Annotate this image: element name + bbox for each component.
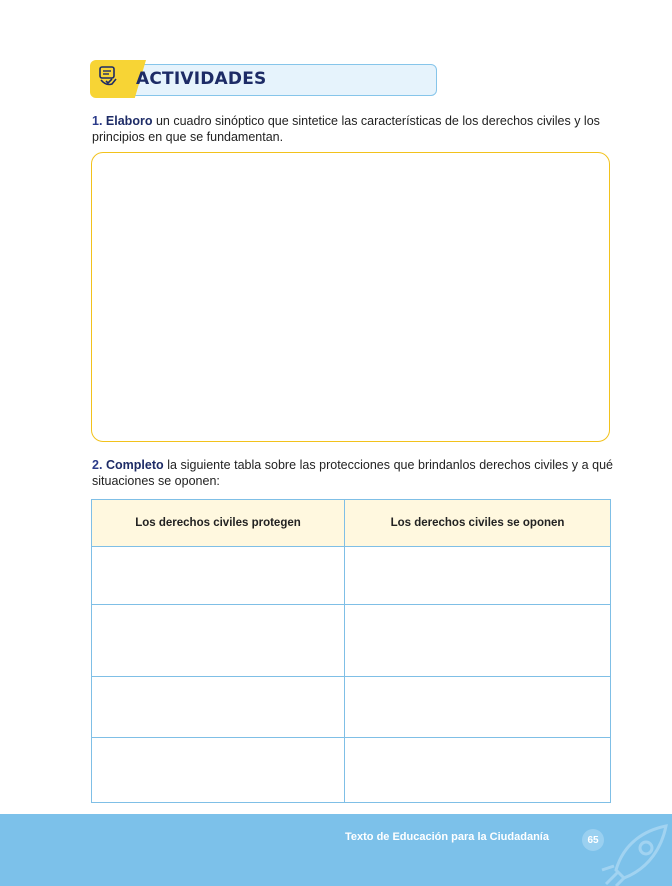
table-header-protect: Los derechos civiles protegen — [92, 500, 345, 547]
page-footer — [0, 814, 672, 886]
question-2-text: la siguiente tabla sobre las protecciones que brindanlos derechos civiles y a qué situaciones se oponen: — [92, 458, 613, 488]
synoptic-chart-answer-box[interactable] — [91, 152, 610, 442]
question-1-number: 1. — [92, 114, 103, 128]
question-1 — [92, 113, 612, 145]
table-cell-protect[interactable] — [92, 677, 345, 738]
civil-rights-table — [91, 499, 611, 803]
table-row — [92, 677, 611, 738]
table-header-row — [92, 500, 611, 547]
page-number: 65 — [582, 829, 604, 851]
table-row — [92, 547, 611, 605]
table-cell-oppose[interactable] — [345, 547, 611, 605]
checklist-hand-icon — [97, 64, 119, 88]
table-cell-oppose[interactable] — [345, 738, 611, 803]
question-1-text: un cuadro sinóptico que sintetice las características de los derechos civiles y los principios en que se fundamentan. — [92, 114, 600, 144]
footer-book-title: Texto de Educación para la Ciudadanía — [345, 831, 549, 843]
question-2-number: 2. — [92, 458, 103, 472]
question-1-verb: Elaboro — [105, 114, 153, 128]
table-header-oppose: Los derechos civiles se oponen — [345, 500, 611, 547]
table-row — [92, 605, 611, 677]
table-cell-oppose[interactable] — [345, 605, 611, 677]
table-cell-protect[interactable] — [92, 547, 345, 605]
table-row — [92, 738, 611, 803]
table-cell-oppose[interactable] — [345, 677, 611, 738]
table-cell-protect[interactable] — [92, 738, 345, 803]
question-2-verb: Completo — [106, 458, 164, 472]
rocket-icon — [596, 822, 672, 886]
activities-title: ACTIVIDADES — [136, 69, 267, 89]
question-2 — [92, 457, 613, 489]
table-cell-protect[interactable] — [92, 605, 345, 677]
